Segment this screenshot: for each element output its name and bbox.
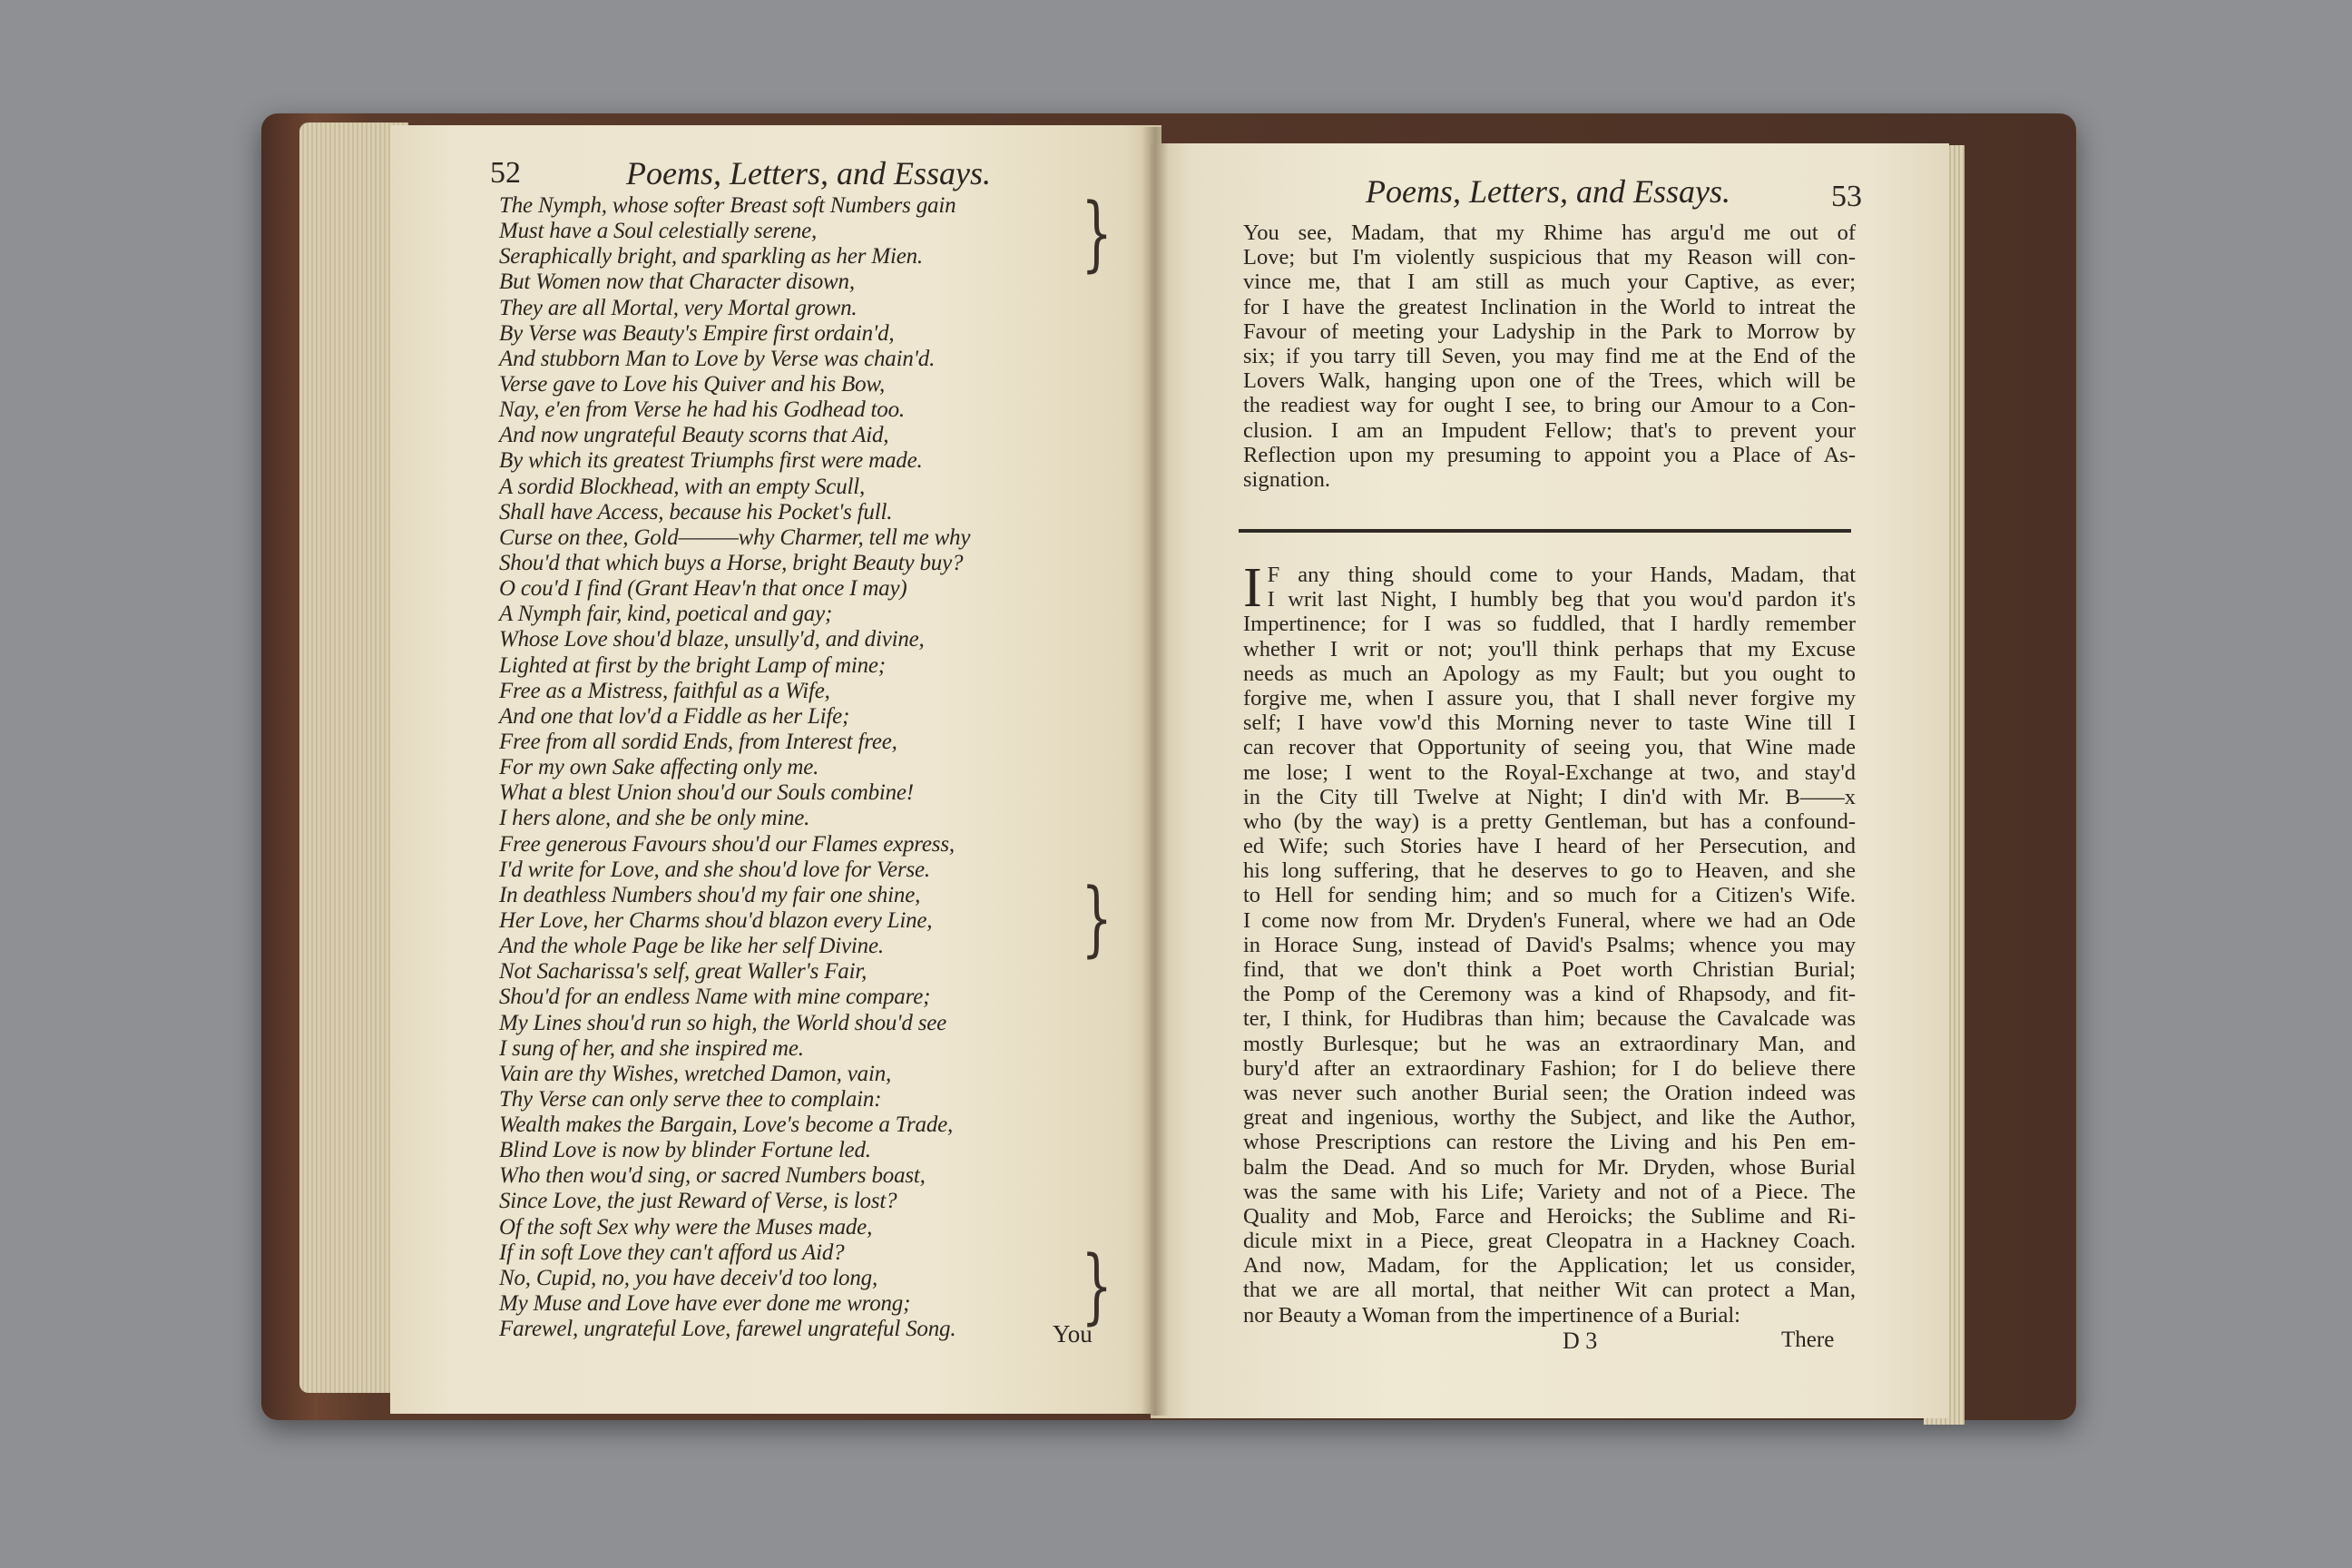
text-line: bury'd after an extraordinary Fashion; for I do believe there <box>1243 1055 1856 1081</box>
poem-line: Verse gave to Love his Quiver and his Bow, <box>499 371 886 397</box>
text-line: me lose; I went to the Royal-Exchange at two, and stay'd <box>1243 760 1856 785</box>
text-line: Impertinence; for I was so fuddled, that I hardly remember <box>1243 612 1856 637</box>
poem-line: Vain are thy Wishes, wretched Damon, vain, <box>499 1061 892 1086</box>
signature-mark: D 3 <box>1563 1328 1598 1354</box>
poem-line: And stubborn Man to Love by Verse was chain'd. <box>499 346 936 371</box>
text-line: that we are all mortal, that neither Wit can protect a Man, <box>1243 1278 1856 1303</box>
right-running-header: Poems, Letters, and Essays. <box>1366 173 1730 210</box>
poem-line: Must have a Soul celestially serene, <box>499 219 818 244</box>
poem-line: My Lines shou'd run so high, the World shou'd see <box>499 1010 947 1035</box>
text-line: was the same with his Life; Variety and not of a Piece. The <box>1243 1179 1856 1204</box>
poem-line: I sung of her, and she inspired me. <box>499 1035 804 1061</box>
text-line: to Hell for sending him; and so much for a Citizen's Wife. <box>1243 883 1856 908</box>
poem-line: Shou'd that which buys a Horse, bright Beauty buy? <box>499 550 964 575</box>
text-line: I come now from Mr. Dryden's Funeral, where we had an Ode <box>1243 907 1856 933</box>
triplet-brace: } <box>1081 1239 1112 1334</box>
text-line: Reflection upon my presuming to appoint you a Place of As- <box>1243 442 1856 467</box>
poem-line: O cou'd I find (Grant Heav'n that once I may) <box>499 576 907 602</box>
poem-line: Her Love, her Charms shou'd blazon every Line, <box>499 907 933 933</box>
poem-line: Who then wou'd sing, or sacred Numbers boast, <box>499 1163 926 1189</box>
triplet-brace: } <box>1081 871 1112 966</box>
text-line: self; I have vow'd this Morning never to taste Wine till I <box>1243 710 1856 736</box>
text-line: his long suffering, that he deserves to go to Heaven, and she <box>1243 858 1856 884</box>
poem-line: If in soft Love they can't afford us Aid? <box>499 1240 845 1265</box>
poem-line: Nay, e'en from Verse he had his Godhead too. <box>499 397 905 423</box>
poem-line: I'd write for Love, and she shou'd love for Verse. <box>499 857 930 882</box>
left-running-header: Poems, Letters, and Essays. <box>626 155 991 191</box>
letter-one <box>1243 220 1856 492</box>
text-line: Quality and Mob, Farce and Heroicks; the Sublime and Ri- <box>1243 1203 1856 1229</box>
right-page-number: 53 <box>1831 180 1862 213</box>
text-line: for I have the greatest Inclination in the World to intreat the <box>1243 294 1856 319</box>
text-line: signation. <box>1243 466 1330 492</box>
poem-line: Farewel, ungrateful Love, farewel ungrateful Song. <box>499 1317 956 1342</box>
text-line: Favour of meeting your Ladyship in the Park to Morrow by <box>1243 318 1856 344</box>
poem-line: Seraphically bright, and sparkling as her Mien. <box>499 244 923 270</box>
poem-line: And the whole Page be like her self Divine. <box>499 934 884 959</box>
poem-line: A Nymph fair, kind, poetical and gay; <box>499 602 833 627</box>
text-line: the Pomp of the Ceremony was a kind of Rhapsody, and fit- <box>1243 982 1856 1007</box>
poem-line: But Women now that Character disown, <box>499 270 855 295</box>
poem-line: In deathless Numbers shou'd my fair one shine, <box>499 882 921 907</box>
text-line: forgive me, when I assure you, that I shall never forgive my <box>1243 685 1856 710</box>
text-line: F any thing should come to your Hands, Madam, that <box>1267 563 1856 587</box>
poem-line: Thy Verse can only serve thee to complain: <box>499 1086 882 1112</box>
poem-line: Curse on thee, Gold———why Charmer, tell me why <box>499 524 971 550</box>
poem-line: Not Sacharissa's self, great Waller's Fair, <box>499 959 867 985</box>
poem-line: I hers alone, and she be only mine. <box>499 806 810 831</box>
text-line: dicule mixt in a Piece, great Cleopatra in a Hackney Coach. <box>1243 1229 1856 1254</box>
poem-line: By which its greatest Triumphs first were made. <box>499 448 923 474</box>
poem <box>499 193 1080 1342</box>
poem-line: Free generous Favours shou'd our Flames express, <box>499 831 955 857</box>
poem-line: Shou'd for an endless Name with mine compare; <box>499 985 931 1010</box>
letter-two-body <box>1243 557 1856 1328</box>
text-line: great and ingenious, worthy the Subject, and like the Author, <box>1243 1105 1856 1131</box>
poem-line: The Nymph, whose softer Breast soft Numbers gain <box>499 193 956 218</box>
text-line: clusion. I am an Impudent Fellow; that's to prevent your <box>1243 417 1856 443</box>
text-line: nor Beauty a Woman from the impertinence of a Burial: <box>1243 1302 1740 1328</box>
poem-line: They are all Mortal, very Mortal grown. <box>499 295 858 320</box>
text-line: who (by the way) is a pretty Gentleman, but has a confound- <box>1243 808 1856 834</box>
poem-line: Shall have Access, because his Pocket's full. <box>499 499 893 524</box>
poem-line: Of the soft Sex why were the Muses made, <box>499 1214 873 1240</box>
poem-line: Free from all sordid Ends, from Interest free, <box>499 729 897 754</box>
text-line: balm the Dead. And so much for Mr. Dryden, whose Burial <box>1243 1154 1856 1180</box>
text-line: was never such another Burial seen; the Oration indeed was <box>1243 1080 1856 1105</box>
triplet-brace: } <box>1081 186 1112 281</box>
text-line: in Horace Sung, instead of David's Psalms; whence you may <box>1243 932 1856 957</box>
poem-line: And now ungrateful Beauty scorns that Aid, <box>499 423 889 448</box>
book-gutter <box>1142 127 1169 1416</box>
text-line: Love; but I'm violently suspicious that my Reason will con- <box>1243 245 1856 270</box>
poem-line: Free as a Mistress, faithful as a Wife, <box>499 678 830 703</box>
poem-line: For my own Sake affecting only me. <box>499 755 819 780</box>
poem-line: And one that lov'd a Fiddle as her Life; <box>499 703 850 729</box>
text-line: six; if you tarry till Seven, you may find me at the End of the <box>1243 343 1856 368</box>
poem-line: What a blest Union shou'd our Souls combine! <box>499 780 914 806</box>
section-rule <box>1239 529 1851 533</box>
text-line: can recover that Opportunity of seeing you, that Wine made <box>1243 735 1856 760</box>
poem-line: Wealth makes the Bargain, Love's become a Trade, <box>499 1112 954 1138</box>
text-line: mostly Burlesque; but he was an extraordinary Man, and <box>1243 1031 1856 1056</box>
poem-line: My Muse and Love have ever done me wrong; <box>499 1291 911 1317</box>
poem-line: A sordid Blockhead, with an empty Scull, <box>499 474 866 499</box>
poem-line: No, Cupid, no, you have deceiv'd too long, <box>499 1265 878 1290</box>
left-page-number: 52 <box>490 156 521 190</box>
drop-cap: I <box>1243 557 1262 619</box>
text-line: ter, I think, for Hudibras than him; because the Cavalcade was <box>1243 1006 1856 1032</box>
text-line: And now, Madam, for the Application; let us consider, <box>1243 1253 1856 1279</box>
text-line: You see, Madam, that my Rhime has argu'd me out of <box>1243 220 1856 245</box>
right-catchword: There <box>1781 1328 1835 1352</box>
text-line: Lovers Walk, hanging upon one of the Trees, which will be <box>1243 368 1856 394</box>
left-catchword: You <box>1053 1320 1093 1348</box>
text-line: in the City till Twelve at Night; I din'd with Mr. B——x <box>1243 784 1856 809</box>
text-line: needs as much an Apology as my Fault; but you ought to <box>1243 661 1856 686</box>
text-line: the readiest way for ought I see, to bring our Amour to a Con- <box>1243 393 1856 418</box>
text-line: whether I writ or not; you'll think perhaps that my Excuse <box>1243 636 1856 662</box>
text-line: whose Prescriptions can restore the Living and his Pen em- <box>1243 1130 1856 1155</box>
text-line: find, that we don't think a Poet worth Christian Burial; <box>1243 957 1856 982</box>
poem-line: Lighted at first by the bright Lamp of mine; <box>499 652 886 678</box>
letter-two <box>1243 557 1856 1328</box>
poem-line: Since Love, the just Reward of Verse, is lost? <box>499 1189 897 1214</box>
poem-line: By Verse was Beauty's Empire first ordain'd, <box>499 320 895 346</box>
poem-line: Whose Love shou'd blaze, unsully'd, and divine, <box>499 627 925 652</box>
poem-line: Blind Love is now by blinder Fortune led. <box>499 1138 871 1163</box>
text-line: vince me, that I am still as much your Captive, as ever; <box>1243 270 1856 295</box>
text-line: ed Wife; such Stories have I heard of her Persecution, and <box>1243 834 1856 859</box>
text-line: I writ last Night, I humbly beg that you wou'd pardon it's <box>1267 587 1856 612</box>
